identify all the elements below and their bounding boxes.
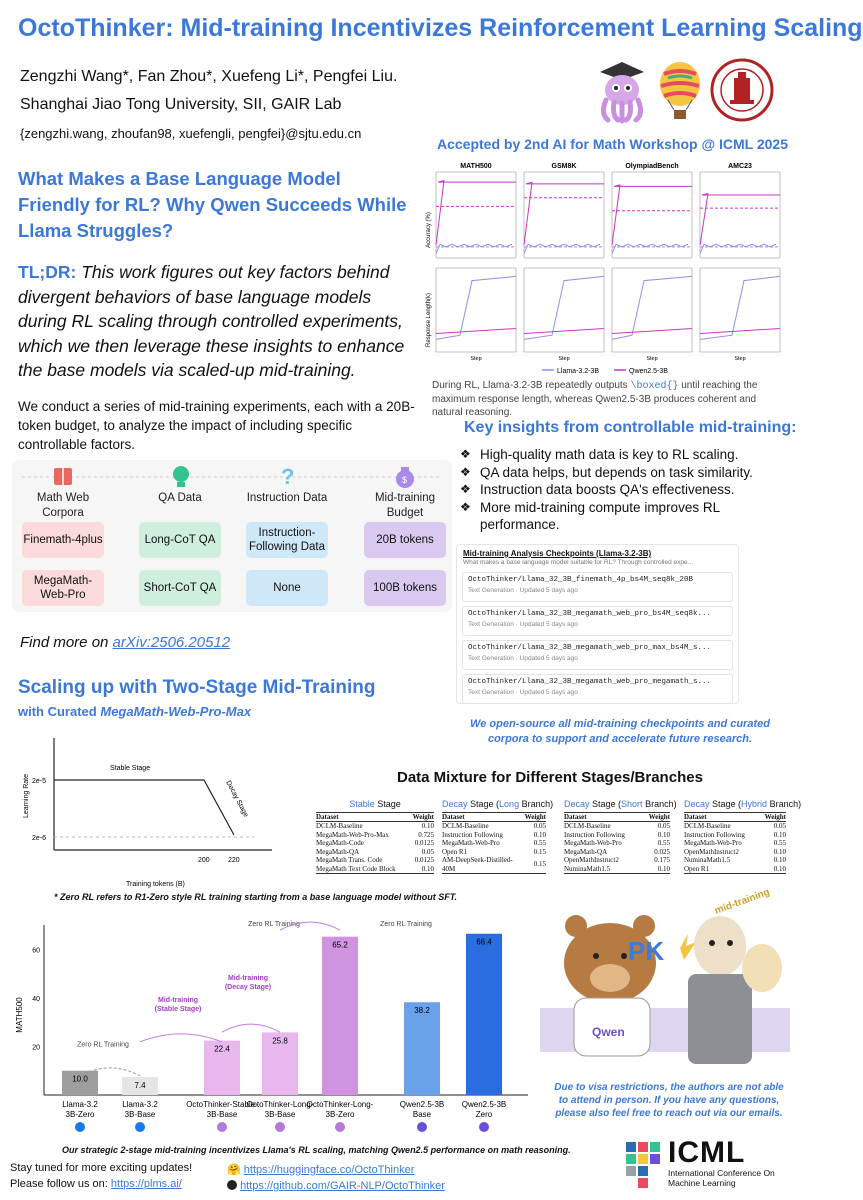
mixture-dataset: Instruction Following xyxy=(442,830,503,839)
balloon-logo-icon xyxy=(656,60,704,125)
github-icon xyxy=(227,1180,237,1190)
mixture-row xyxy=(564,856,670,865)
hf-model-name[interactable]: OctoThinker/Llama_32_3B_megamath_web_pro_max_bs4M_s... xyxy=(468,644,712,652)
scaling-sub-dataset: MegaMath-Web-Pro-Max xyxy=(100,704,252,719)
follow-text: Please follow us on: xyxy=(10,1178,108,1190)
qwen-shirt: Qwen xyxy=(592,1025,625,1039)
rl-panel-title: MATH500 xyxy=(460,163,492,170)
bar-category-label: 3B-Zero xyxy=(65,1110,95,1119)
bar-value-label: 38.2 xyxy=(414,1006,430,1016)
mixture-row xyxy=(684,856,786,865)
hf-model-card[interactable] xyxy=(462,606,733,636)
mixture-table-title xyxy=(684,799,802,809)
hf-model-meta: Text Generation · Updated 5 days ago xyxy=(468,587,578,594)
find-more xyxy=(20,634,230,651)
qwen-logo-icon xyxy=(417,1122,427,1132)
tldr-label: TL;DR: xyxy=(18,262,77,282)
factor-chip: None xyxy=(246,570,328,606)
lr-curve xyxy=(54,780,234,835)
hf-collection-title[interactable]: Mid-training Analysis Checkpoints (Llama-3.2-3B) xyxy=(463,549,652,558)
mix-title-part: Stage ( xyxy=(467,799,500,809)
lr-xtick: 200 xyxy=(198,857,210,864)
transition-arrow xyxy=(222,1024,280,1032)
bar-value-label: 25.8 xyxy=(272,1036,288,1046)
mix-title-part: Long xyxy=(499,799,520,809)
mixture-weight: 0.0125 xyxy=(414,839,434,847)
sjtu-seal-icon xyxy=(710,58,774,122)
mix-title-part: Decay xyxy=(564,799,590,809)
hf-model-name[interactable]: OctoThinker/Llama_32_3B_finemath_4p_bs4M_seq8k_20B xyxy=(468,576,694,584)
rl-x-label: Step xyxy=(558,356,570,362)
mixture-dataset: MegaMath-Web-Pro xyxy=(684,839,742,847)
mixture-row xyxy=(442,848,546,857)
bar-value-label: 10.0 xyxy=(72,1074,88,1084)
hf-model-name[interactable]: OctoThinker/Llama_32_3B_megamath_web_pro_megamath_s... xyxy=(468,678,712,686)
mixture-row xyxy=(564,839,670,848)
mixture-dataset: DCLM-Baseline xyxy=(442,822,489,830)
mixture-weight: 0.05 xyxy=(421,847,434,856)
bar-ytick: 40 xyxy=(32,995,40,1003)
mixture-row xyxy=(316,856,434,865)
stable-stage-label: Stable Stage xyxy=(110,765,151,772)
col-weight: Weight xyxy=(409,812,434,822)
mixture-weight: 0.55 xyxy=(657,839,670,847)
bar-caption: Our strategic 2-stage mid-training incentivizes Llama's RL scaling, matching Qwen2.5 performance on math reasoning. xyxy=(62,1145,571,1155)
money-bag-icon xyxy=(394,464,416,490)
bar-category-label: Llama-3.2 xyxy=(62,1100,98,1109)
hf-model-card[interactable] xyxy=(462,674,733,704)
pk-cartoon-illustration xyxy=(540,888,790,1078)
mixture-weight: 0.55 xyxy=(533,839,546,847)
mixture-dataset: Open R1 xyxy=(684,865,759,874)
insight-item: ❖ High-quality math data is key to RL scaling. xyxy=(460,446,780,464)
mix-title-part: Branch) xyxy=(519,799,554,809)
mixture-row xyxy=(316,848,434,857)
mixture-weight: 0.05 xyxy=(657,822,670,830)
mix-title-part: Short xyxy=(621,799,643,809)
col-dataset: Dataset xyxy=(684,812,759,822)
mixture-weight: 0.05 xyxy=(773,822,786,830)
factor-chip: 100B tokens xyxy=(364,570,446,606)
mixture-row xyxy=(684,839,786,848)
rl-y-bottom-label: Response Length(k) xyxy=(426,292,432,348)
rl-panel-top xyxy=(612,172,692,258)
bar-category-label: 3B-Base xyxy=(264,1110,296,1119)
bar-ytick: 60 xyxy=(32,947,40,955)
mixture-weight: 0.10 xyxy=(409,865,434,874)
scaling-sub-text: with Curated xyxy=(18,704,97,719)
mixture-row xyxy=(442,839,546,848)
bar-annotation: Mid-training xyxy=(157,997,199,1005)
caption-code: \boxed{} xyxy=(630,381,679,392)
emails: {zengzhi.wang, zhoufan98, xuefengli, pengfei}@sjtu.edu.cn xyxy=(20,126,362,141)
bar-annotation: Zero RL Training xyxy=(77,1041,129,1049)
mixture-dataset: Open R1 xyxy=(442,847,468,856)
book-icon xyxy=(52,465,74,489)
mixture-dataset: DCLM-Baseline xyxy=(316,822,363,830)
legend-llama: Llama-3.2-3B xyxy=(557,368,600,375)
mixture-row xyxy=(684,831,786,840)
bar xyxy=(322,937,358,1095)
mixture-dataset: MegaMath-Web-Pro xyxy=(442,839,500,847)
hf-model-meta: Text Generation · Updated 5 days ago xyxy=(468,655,578,662)
factor-chip: Instruction-Following Data xyxy=(246,522,328,558)
mixture-table xyxy=(564,799,677,874)
icml-wordmark: ICML xyxy=(668,1136,746,1169)
mixture-table xyxy=(316,800,434,874)
lightbulb-icon xyxy=(170,464,192,490)
bar-value-label: 22.4 xyxy=(214,1044,230,1054)
bar-ytick: 20 xyxy=(32,1044,40,1052)
col-weight: Weight xyxy=(642,812,670,822)
tldr xyxy=(18,260,418,383)
mix-title-part: Decay xyxy=(684,799,710,809)
mixture-weight: 0.10 xyxy=(533,830,546,839)
bar-value-label: 65.2 xyxy=(332,940,348,950)
mixture-dataset: MegaMath Trans. Code xyxy=(316,856,383,864)
mixture-weight: 0.15 xyxy=(533,847,546,856)
bar-category-label: Qwen2.5-3B xyxy=(461,1100,507,1109)
mixture-weight: 0.175 xyxy=(654,856,670,864)
conduct-text: We conduct a series of mid-training experiments, each with a 20B-token budget, to analyze the impact of including specific controllable factors. xyxy=(18,399,415,452)
scaling-subheading xyxy=(18,704,251,719)
mixture-table xyxy=(442,799,554,874)
bar-category-label: Llama-3.2 xyxy=(122,1100,158,1109)
lightning-icon xyxy=(680,934,696,960)
mixture-row xyxy=(442,822,546,831)
meta-logo-icon xyxy=(135,1122,145,1132)
bar-annotation: Mid-training xyxy=(227,974,269,982)
factor-header: Math Web Corpora xyxy=(36,492,90,519)
factor-header: Instruction Data xyxy=(246,492,328,504)
caption-part: During RL, Llama-3.2-3B repeatedly outputs xyxy=(432,380,628,391)
mixture-row xyxy=(316,831,434,840)
mixture-weight: 0.10 xyxy=(657,830,670,839)
bar-ylabel: MATH500 xyxy=(15,997,24,1033)
plms-link[interactable]: https://plms.ai/ xyxy=(110,1178,182,1190)
mixture-weight: 0.10 xyxy=(773,847,786,856)
mixture-weight: 0.10 xyxy=(421,822,434,830)
accepted-banner: Accepted by 2nd AI for Math Workshop @ ICML 2025 xyxy=(437,136,789,152)
bar-category-label: 3B-Base xyxy=(206,1110,238,1119)
mixture-table-title xyxy=(316,800,434,809)
alpaca xyxy=(694,916,746,976)
mixture-weight: 0.10 xyxy=(642,865,670,874)
factor-chip: Finemath-4plus xyxy=(22,522,104,558)
insight-item: ❖ More mid-training compute improves RL performance. xyxy=(460,499,780,534)
mixture-row xyxy=(316,839,434,848)
mixture-dataset: DCLM-Baseline xyxy=(564,822,611,830)
hf-model-card[interactable] xyxy=(462,572,733,602)
rl-x-label: Step xyxy=(646,356,658,362)
mixture-table xyxy=(684,799,802,874)
mixture-heading: Data Mixture for Different Stages/Branches xyxy=(397,769,703,786)
mixture-weight: 0.0125 xyxy=(414,856,434,864)
mix-title-part: Stage ( xyxy=(589,799,622,809)
open-source-note: We open-source all mid-training checkpoints and curated corpora to support and accelerate future research. xyxy=(470,718,770,745)
svg-text:?: ? xyxy=(281,464,295,489)
mix-title-part: Stage ( xyxy=(709,799,742,809)
mixture-dataset: OpenMathInstruct2 xyxy=(564,856,619,864)
mixture-dataset: MegaMath-Code xyxy=(316,839,364,847)
rl-curves-figure xyxy=(424,160,790,376)
mixture-row xyxy=(316,865,434,874)
hf-model-card[interactable] xyxy=(462,640,733,670)
follow-us xyxy=(10,1178,182,1190)
mixture-weight: 0.725 xyxy=(418,830,434,839)
mixture-row xyxy=(316,822,434,831)
mixture-dataset: AM-DeepSeek-Distilled-40M xyxy=(442,856,525,874)
bar-category-label: OctoThinker-Long- xyxy=(306,1100,374,1109)
bar-annotation: Zero RL Training xyxy=(380,920,432,928)
arxiv-link[interactable]: arXiv:2506.20512 xyxy=(112,634,231,651)
factor-grid xyxy=(12,460,452,612)
svg-text:$: $ xyxy=(402,475,408,485)
find-more-text: Find more on xyxy=(20,634,109,651)
bar-category-label: Base xyxy=(412,1110,432,1119)
mixture-dataset: OpenMathInstruct2 xyxy=(684,847,739,856)
mixture-table-title xyxy=(442,799,554,809)
mixture-dataset: MegaMath-QA xyxy=(316,847,360,856)
mixture-weight: 0.10 xyxy=(759,865,786,874)
stay-tuned: Stay tuned for more exciting updates! xyxy=(10,1162,193,1174)
mixture-row xyxy=(564,848,670,857)
rl-panel-top xyxy=(436,172,516,258)
bar-annotation: Zero RL Training xyxy=(248,920,300,928)
footer-links xyxy=(227,1162,445,1194)
rl-panel-title: GSM8K xyxy=(551,163,577,170)
mixture-weight: 0.025 xyxy=(654,847,670,856)
research-question: What Makes a Base Language Model Friendly for RL? Why Qwen Succeeds While Llama Struggles? xyxy=(18,168,407,241)
lr-xtick: 220 xyxy=(228,857,240,864)
rl-panel-title: OlympiadBench xyxy=(625,163,679,170)
factor-chip: Long-CoT QA xyxy=(139,522,221,558)
bar-category-label: Zero xyxy=(475,1110,493,1119)
bar-value-label: 66.4 xyxy=(476,937,492,947)
zero-rl-note: * Zero RL refers to R1-Zero style RL training starting from a base language model without SFT. xyxy=(54,892,458,902)
visa-note: Due to visa restrictions, the authors are not able to attend in person. If you have any questions, please also feel free to reach out via our emails. xyxy=(554,1082,784,1119)
huggingface-link[interactable]: https://huggingface.co/OctoThinker xyxy=(243,1164,415,1176)
mixture-dataset: Instruction Following xyxy=(564,830,625,839)
legend-qwen: Qwen2.5-3B xyxy=(629,368,668,375)
mixture-row xyxy=(684,822,786,831)
mixture-table-title xyxy=(564,799,677,809)
poster-title: OctoThinker: Mid-training Incentivizes Reinforcement Learning Scaling xyxy=(18,14,863,42)
mixture-row xyxy=(442,831,546,840)
insight-item: ❖ Instruction data boosts QA's effectiveness. xyxy=(460,481,780,499)
hf-model-meta: Text Generation · Updated 5 days ago xyxy=(468,621,578,628)
mixture-row xyxy=(684,865,786,874)
factor-chip: MegaMath-Web-Pro xyxy=(22,570,104,606)
bar-value-label: 7.4 xyxy=(134,1081,146,1091)
bar-category-label: OctoThinker-Stable- xyxy=(186,1100,258,1109)
col-dataset: Dataset xyxy=(316,812,409,822)
mix-title-part: Branch) xyxy=(767,799,802,809)
rl-x-label: Step xyxy=(470,356,482,362)
decay-stage-label: Decay Stage xyxy=(224,779,250,819)
caption-part: until reaching the maximum response length, whereas Qwen2.5-3B produces coherent and natural reasoning. xyxy=(432,380,758,418)
factor-chip: 20B tokens xyxy=(364,522,446,558)
octopus-logo-icon xyxy=(275,1122,285,1132)
question-icon xyxy=(277,463,299,489)
rl-caption xyxy=(432,379,787,419)
mixture-dataset: NuminaMath1.5 xyxy=(564,865,642,874)
pk-text: PK xyxy=(628,936,665,966)
rl-panel-top xyxy=(524,172,604,258)
qwen-logo-icon xyxy=(479,1122,489,1132)
mixture-weight: 0.10 xyxy=(773,856,786,864)
rl-y-top-label: Accuracy (%) xyxy=(426,212,432,248)
mix-title-part: Hybrid xyxy=(741,799,768,809)
mixture-dataset: MegaMath-Web-Pro-Max xyxy=(316,830,389,839)
rl-panel-bottom xyxy=(612,268,692,352)
mix-title-part: Stable xyxy=(349,799,375,809)
rl-x-label: Step xyxy=(734,356,746,362)
icml-logo xyxy=(668,1138,778,1188)
mixture-row xyxy=(564,865,670,874)
octopus-logo-icon xyxy=(217,1122,227,1132)
meta-logo-icon xyxy=(75,1122,85,1132)
col-weight: Weight xyxy=(524,812,546,821)
icml-fullname: International Conference On Machine Learning xyxy=(668,1168,775,1188)
scaling-heading: Scaling up with Two-Stage Mid-Training xyxy=(18,677,376,698)
mid-training-arrow-label: mid-training xyxy=(713,886,772,917)
bar-category-label: 3B-Zero xyxy=(325,1110,355,1119)
mixture-dataset: NuminaMath1.5 xyxy=(684,856,731,864)
bar-category-label: Qwen2.5-3B xyxy=(399,1100,445,1109)
mix-title-part: Stage xyxy=(374,799,401,809)
mixture-weight: 0.05 xyxy=(533,822,546,830)
mixture-weight: 0.10 xyxy=(773,830,786,839)
mix-title-part: Decay xyxy=(442,799,468,809)
bar-category-label: 3B-Base xyxy=(124,1110,156,1119)
tldr-text: This work figures out key factors behind divergent behaviors of base language models during RL scaling through controlled experiments, which we then leverage these insights to enhance the base models via scaled-up mid-training. xyxy=(18,262,405,380)
mixture-row xyxy=(684,848,786,857)
mixture-dataset: MegaMath-QA xyxy=(564,847,608,856)
mixture-dataset: MegaMath-Web-Pro xyxy=(564,839,622,847)
bar-annotation: (Decay Stage) xyxy=(224,983,272,991)
col-weight: Weight xyxy=(759,812,786,822)
bar-category-label: OctoThinker-Long- xyxy=(246,1100,314,1109)
factor-chip: Short-CoT QA xyxy=(139,570,221,606)
mixture-dataset: MegaMath Text Code Block xyxy=(316,865,409,874)
factor-header: QA Data xyxy=(158,492,202,504)
hf-collection-card[interactable] xyxy=(456,544,739,704)
mixture-dataset: DCLM-Baseline xyxy=(684,822,731,830)
insight-item: ❖ QA data helps, but depends on task similarity. xyxy=(460,464,780,482)
lr-xlabel: Training tokens (B) xyxy=(126,881,185,888)
insights-heading: Key insights from controllable mid-training: xyxy=(464,419,797,436)
mixture-weight: 0.55 xyxy=(773,839,786,847)
insights-list xyxy=(460,446,780,534)
col-dataset: Dataset xyxy=(442,812,525,822)
lr-ytick: 2e-6 xyxy=(32,835,47,842)
lr-ylabel: Learning Rate xyxy=(23,774,30,818)
mixture-dataset: Instruction Following xyxy=(684,830,745,839)
rl-panel-top xyxy=(700,172,780,258)
lr-schedule-chart xyxy=(14,730,276,890)
icml-brain-icon xyxy=(622,1138,742,1198)
octopus-logo-icon xyxy=(335,1122,345,1132)
affiliation: Shanghai Jiao Tong University, SII, GAIR Lab xyxy=(20,96,342,113)
rl-panel-bottom xyxy=(700,268,780,352)
mixture-row xyxy=(564,822,670,831)
hf-model-meta: Text Generation · Updated 5 days ago xyxy=(468,689,578,696)
authors: Zengzhi Wang*, Fan Zhou*, Xuefeng Li*, Pengfei Liu. xyxy=(20,68,398,85)
hf-collection-subtitle: What makes a base language model suitable for RL? Through controlled expe... xyxy=(463,559,694,566)
math500-bar-chart xyxy=(8,905,538,1141)
bar-annotation: (Stable Stage) xyxy=(154,1006,202,1014)
mixture-row xyxy=(442,856,546,874)
mixture-row xyxy=(564,831,670,840)
col-dataset: Dataset xyxy=(564,812,642,822)
mixture-weight: 0.15 xyxy=(525,856,546,874)
factor-header: Mid-training Budget xyxy=(374,492,436,519)
github-link[interactable]: https://github.com/GAIR-NLP/OctoThinker xyxy=(240,1180,445,1192)
rl-panel-title: AMC23 xyxy=(728,163,752,170)
lr-ytick: 2e-5 xyxy=(32,778,47,785)
bar xyxy=(404,1002,440,1095)
huggingface-icon: 🤗 xyxy=(227,1164,241,1176)
bar xyxy=(466,934,502,1095)
hf-model-name[interactable]: OctoThinker/Llama_32_3B_megamath_web_pro_bs4M_seq8k... xyxy=(468,610,712,618)
mix-title-part: Branch) xyxy=(642,799,677,809)
octopus-mascot-icon xyxy=(592,60,652,125)
